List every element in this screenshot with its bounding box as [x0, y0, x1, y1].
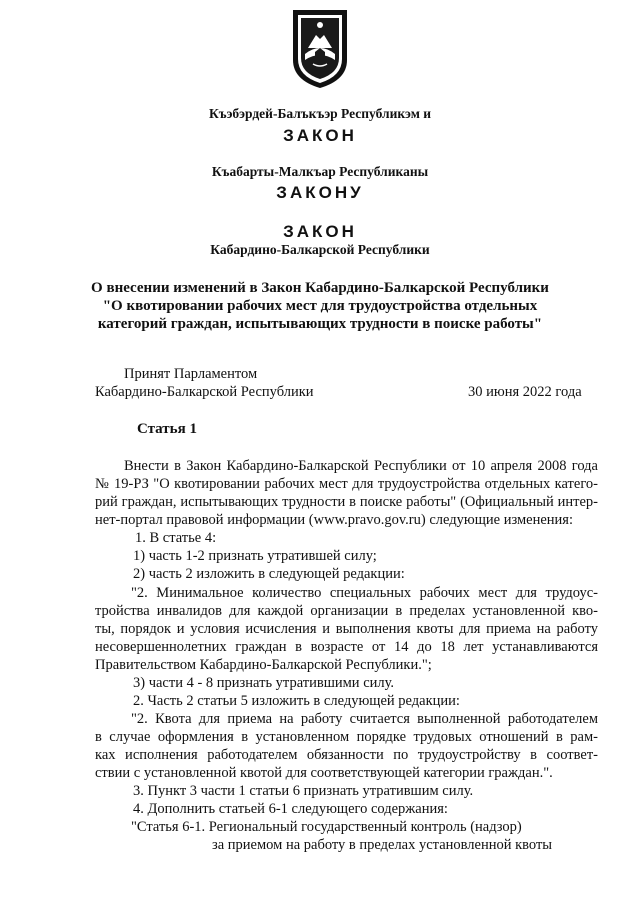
adoption-date: 30 июня 2022 года	[468, 384, 582, 400]
list-item: 3) части 4 - 8 признать утратившими силу.	[133, 675, 395, 691]
quote-line: Правительством Кабардино-Балкарской Республики.";	[95, 657, 432, 673]
header-russian-law: ЗАКОН	[283, 222, 357, 241]
list-item: 1) часть 1-2 признать утратившей силу;	[133, 548, 377, 564]
adopted-by-parliament: Кабардино-Балкарской Республики	[95, 384, 314, 400]
adopted-by: Принят Парламентом	[124, 366, 258, 382]
quote-line: "2. Минимальное количество специальных рабочих мест для трудоус-	[131, 585, 598, 601]
quote-line: "2. Квота для приема на работу считается выполненной работодателем	[131, 711, 598, 727]
list-item: 2. Часть 2 статьи 5 изложить в следующей редакции:	[133, 693, 460, 709]
header-kabardian-law: ЗАКОН	[283, 126, 357, 145]
quote-line: ствии с установленной квотой для соответствующей категории граждан.".	[95, 765, 553, 781]
quote-line: в случае оформления в установленном порядке трудовых отношений в рам-	[95, 729, 598, 745]
list-item: 1. В статье 4:	[135, 530, 217, 546]
quote-line: несовершеннолетних граждан в возрасте от 14 до 18 лет устанавливаются	[95, 639, 598, 655]
law-title-line-1: О внесении изменений в Закон Кабардино-Балкарской Республики	[91, 280, 549, 296]
header-balkar-law: ЗАКОНУ	[276, 183, 364, 202]
quote-line: тройства инвалидов для каждой организации в пределах установленной кво-	[95, 603, 598, 619]
list-item: 4. Дополнить статьей 6-1 следующего содержания:	[133, 801, 448, 817]
law-title-line-2: "О квотировании рабочих мест для трудоустройства отдельных	[102, 298, 538, 314]
list-item: за приемом на работу в пределах установленной квоты	[212, 837, 553, 853]
paragraph-line: № 19-РЗ "О квотировании рабочих мест для трудоустройства отдельных катего-	[95, 476, 598, 492]
coat-of-arms-icon	[291, 8, 349, 90]
quote-line: ках исполнения работодателем обязанности по трудоустройству в соответ-	[95, 747, 598, 763]
list-item: 2) часть 2 изложить в следующей редакции:	[133, 566, 405, 582]
header-balkar-republic: Къабарты-Малкъар Республиканы	[211, 164, 429, 179]
paragraph-line: Внести в Закон Кабардино-Балкарской Республики от 10 апреля 2008 года	[124, 458, 598, 474]
header-russian-republic: Кабардино-Балкарской Республики	[210, 242, 430, 257]
header-kabardian-republic: Къэбэрдей-Балъкъэр Республикэм и	[208, 106, 432, 121]
paragraph-line: нет-портал правовой информации (www.pravo.gov.ru) следующие изменения:	[95, 512, 574, 528]
law-title-line-3: категорий граждан, испытывающих трудности в поиске работы"	[97, 316, 543, 332]
quote-line: ты, порядок и условия исчисления и выполнения квоты для приема на работу	[95, 621, 598, 637]
article-heading: Статья 1	[137, 421, 197, 437]
list-item: "Статья 6-1. Региональный государственный контроль (надзор)	[131, 819, 522, 835]
paragraph-line: рий граждан, испытывающих трудности в поиске работы" (Официальный интер-	[95, 494, 598, 510]
list-item: 3. Пункт 3 части 1 статьи 6 признать утратившим силу.	[133, 783, 474, 799]
